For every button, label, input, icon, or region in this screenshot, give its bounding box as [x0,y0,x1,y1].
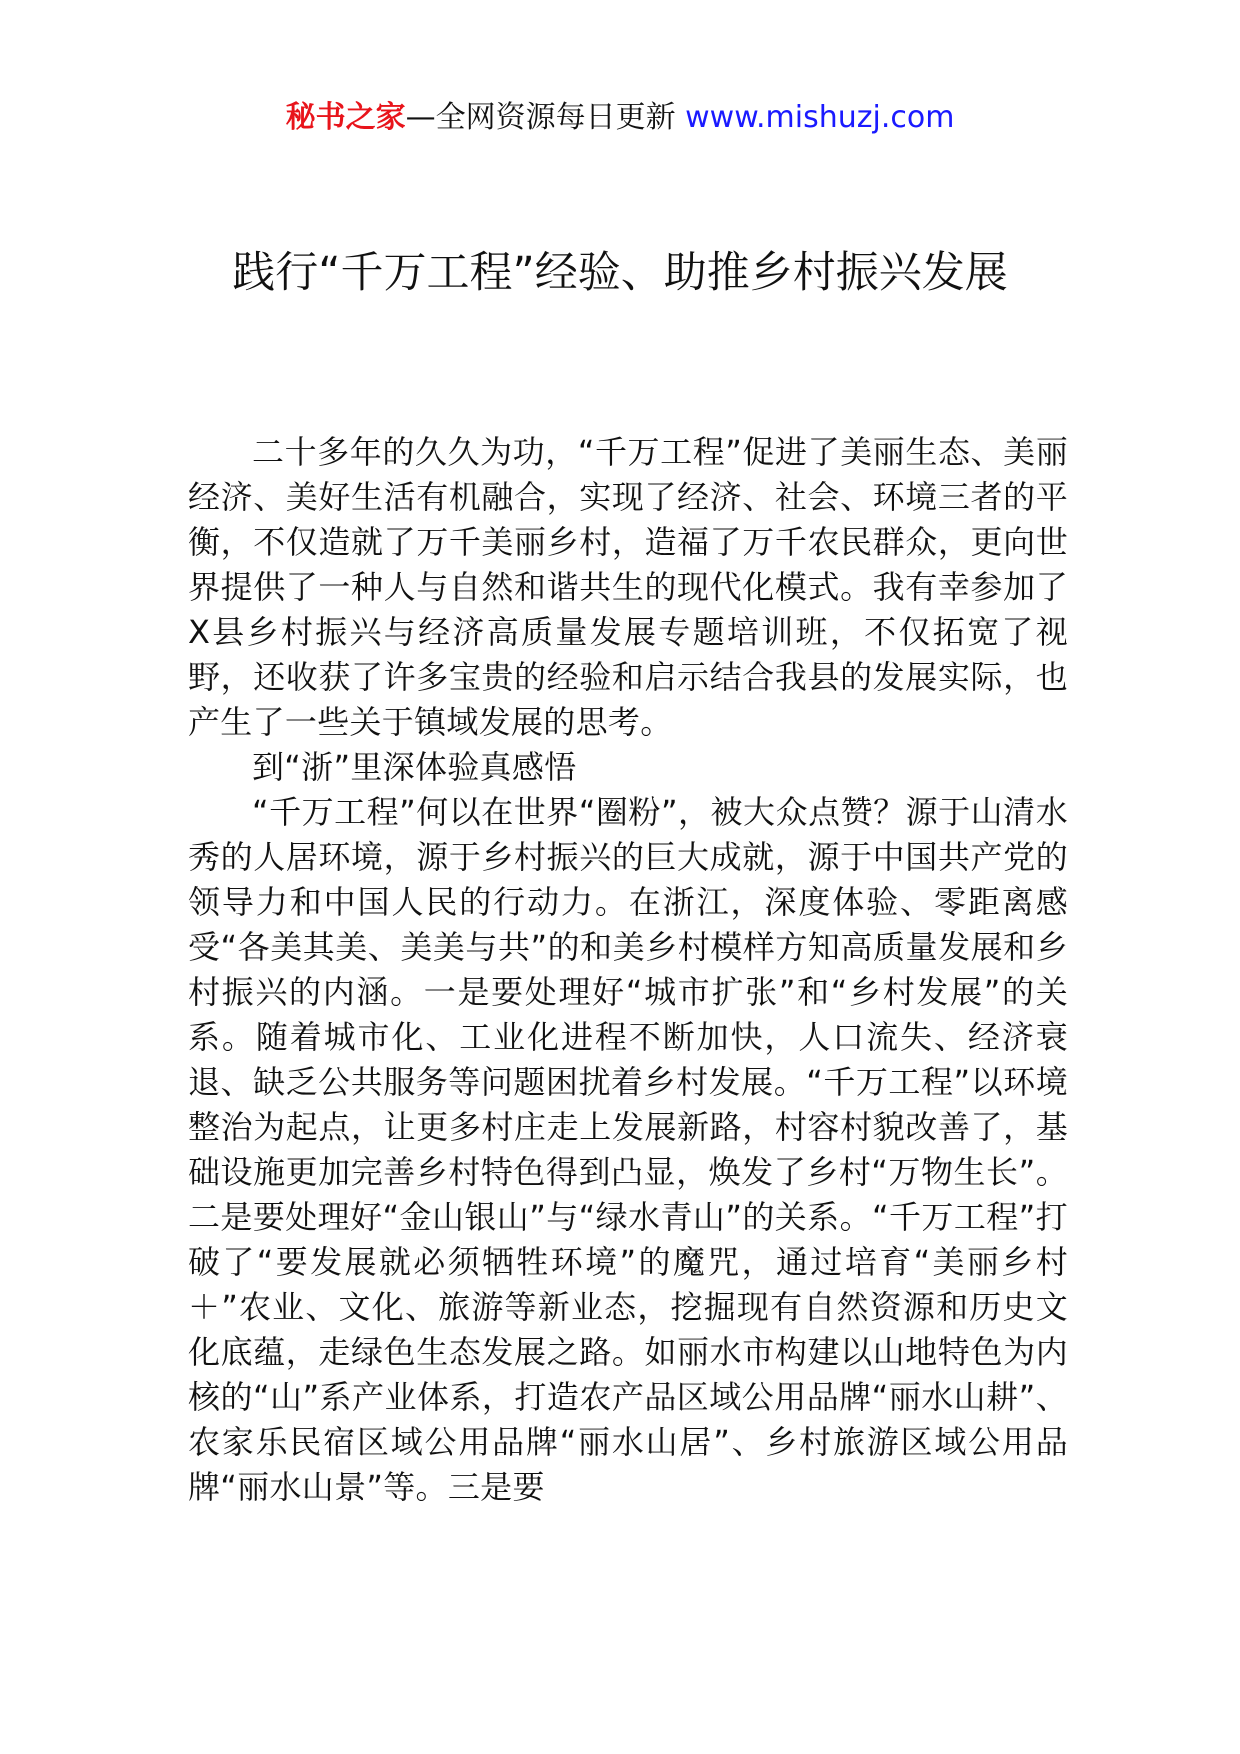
body-paragraph: “千万工程”何以在世界“圈粉”，被大众点赞？源于山清水秀的人居环境，源于乡村振兴的巨大成就，源于中国共产党的领导力和中国人民的行动力。在浙江，深度体验、零距离感受“各美其美、美美与共”的和美乡村模样方知高质量发展和乡村振兴的内涵。一是要处理好“城市扩张”和“乡村发展”的关系。随着城市化、工业化进程不断加快，人口流失、经济衰退、缺乏公共服务等问题困扰着乡村发展。“千万工程”以环境整治为起点，让更多村庄走上发展新路，村容村貌改善了，基础设施更加完善乡村特色得到凸显，焕发了乡村“万物生长”。二是要处理好“金山银山”与“绿水青山”的关系。“千万工程”打破了“要发展就必须牺牲环境”的魔咒，通过培育“美丽乡村＋”农业、文化、旅游等新业态，挖掘现有自然资源和历史文化底蕴，走绿色生态发展之路。如丽水市构建以山地特色为内核的“山”系产业体系，打造农产品区域公用品牌“丽水山耕”、农家乐民宿区域公用品牌“丽水山居”、乡村旅游区域公用品牌“丽水山景”等。三是要 [188,793,1068,1506]
intro-paragraph: 二十多年的久久为功，“千万工程”促进了美丽生态、美丽经济、美好生活有机融合，实现了经济、社会、环境三者的平衡，不仅造就了万千美丽乡村，造福了万千农民群众，更向世界提供了一种人与自然和谐共生的现代化模式。我有幸参加了X县乡村振兴与经济高质量发展专题培训班，不仅拓宽了视野，还收获了许多宝贵的经验和启示结合我县的发展实际，也产生了一些关于镇域发展的思考。 [188,433,1068,741]
document-body [188,430,1068,1510]
document-title: 践行“千万工程”经验、助推乡村振兴发展 [232,248,1008,298]
section-heading: 到“浙”里深体验真感悟 [252,748,577,786]
site-header [0,98,1240,138]
brand-name: 秘书之家 [285,100,406,135]
site-url-link[interactable]: www.mishuzj.com [685,100,955,135]
header-tagline: —全网资源每日更新 [405,100,686,135]
